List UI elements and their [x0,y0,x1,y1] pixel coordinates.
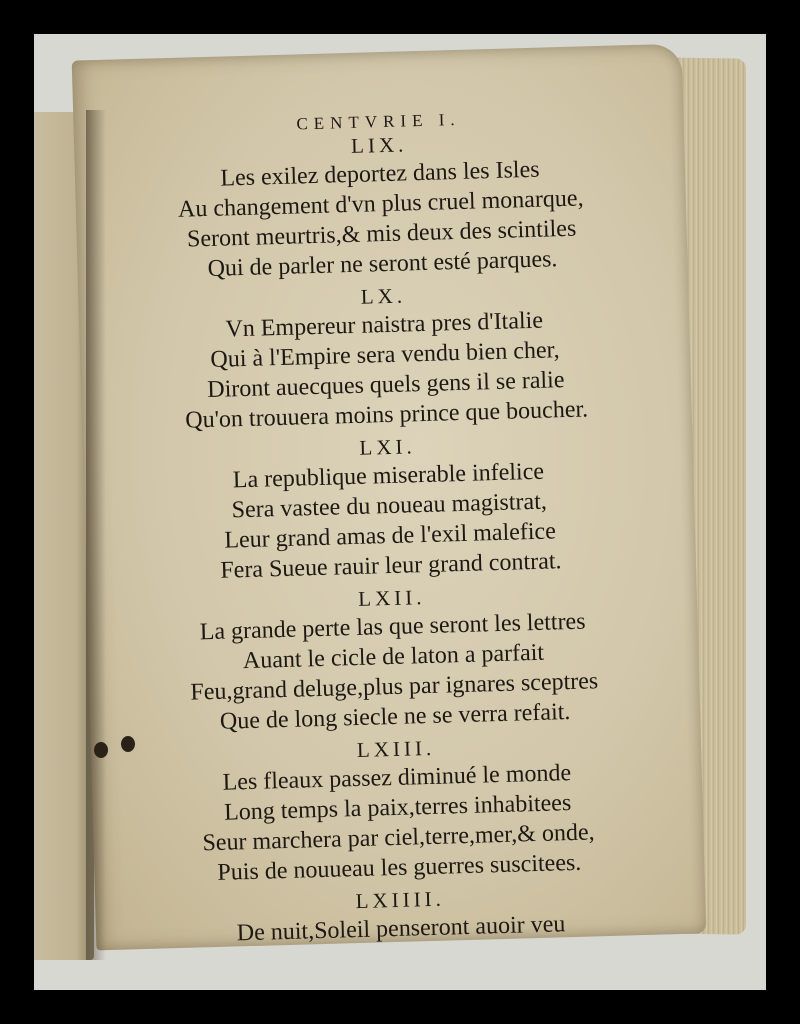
verse-line: Qu'on trouuera moins prince que boucher. [184,396,589,434]
verse-line: La republique miserable infelice [232,458,545,494]
verse-line: Les fleaux passez diminué le monde [222,760,572,796]
verse-line: De nuit,Soleil penseront auoir veu [236,911,566,947]
quatrain-64 [95,878,706,952]
verse-line: Qui de parler ne seront esté parques. [207,246,558,282]
spine-shadow [86,110,106,960]
quatrain-60 [78,275,692,439]
wormhole [121,736,135,752]
running-header: CENTVRIE I. [296,109,461,134]
quatrain-63 [91,727,705,891]
verse-line: Fera Sueue rauir leur grand contrat. [220,548,562,584]
verse-line: Long temps la paix,terres inhabitees [223,790,572,826]
verse-line: Que de long siecle ne se verra refait. [219,699,571,735]
verse-line: Les exilez deportez dans les Isles [220,156,540,192]
quatrain-number: LIX. [350,132,408,158]
quatrain-61 [82,426,696,590]
quatrain-number: LXII. [357,585,426,611]
book-page [72,44,707,951]
verse-line: Seur marchera par ciel,terre,mer,& onde, [202,819,595,857]
quatrain-62 [87,576,701,740]
verse-line: Sera vastee du noueau magistrat, [231,488,548,524]
wormhole [94,742,108,758]
verse-line: Feu,grand deluge,plus par ignares sceptres [190,668,599,706]
quatrain-number: LXIIII. [355,886,446,914]
quatrain-59 [74,124,688,288]
quatrain-number: LX. [360,283,407,309]
verse-line: Seront meurtris,& mis deux des scintiles [186,215,577,253]
quatrain-number: LXI. [359,434,417,460]
verse-line: Qui à l'Empire sera vendu bien cher, [210,337,560,373]
verse-line: Diront auecques quels gens il se ralie [206,367,565,404]
verse-line: La grande perte las que seront les lettres [199,608,586,646]
verse-line: Au changement d'vn plus cruel monarque, [177,185,584,223]
quatrain-number: LXIII. [356,735,436,762]
verse-line: Puis de nouueau les guerres suscitees. [217,849,582,886]
verse-line: Auant le cicle de laton a parfait [242,639,545,675]
verse-line: Leur grand amas de l'exil malefice [224,518,557,554]
verse-line: Vn Empereur naistra pres d'Italie [225,307,544,343]
page-text [73,104,706,957]
